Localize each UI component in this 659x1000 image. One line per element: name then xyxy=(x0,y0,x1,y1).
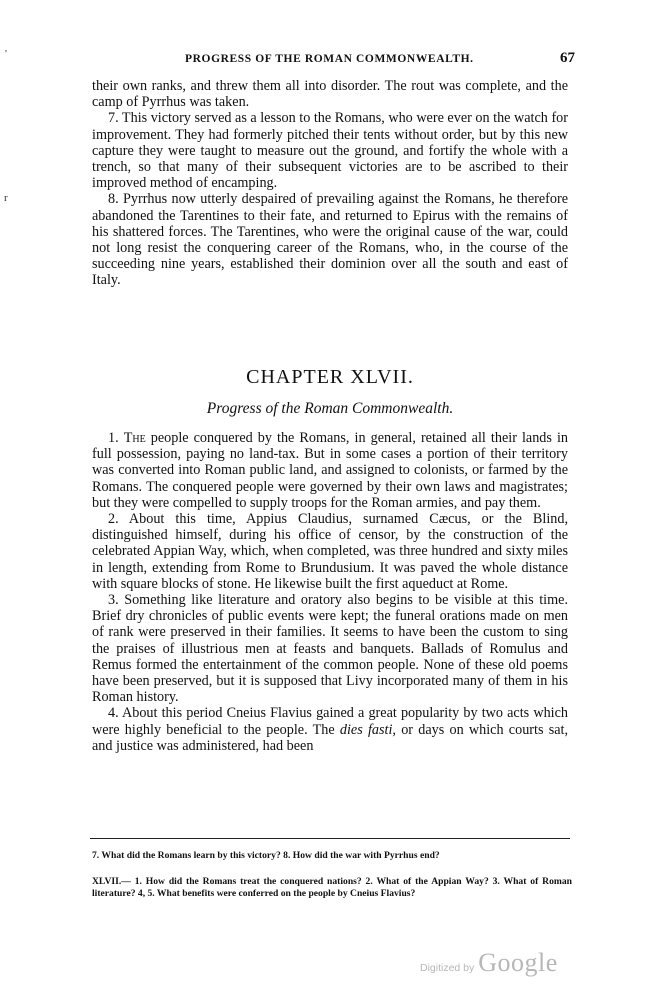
paragraph: 3. Something like literature and oratory also begins to be visible at this time. Brief dry chronicles of public events were kept; the funeral orations made on men of rank were preserved in their families. It seems to have been the custom to sing the praises of illustrious men at feasts and banquets. Ballads of Romulus and Remus formed the entertainment of the common people. None of these old poems have been preserved, but it is supposed that Livy incorporated many of them in his Roman history. xyxy=(92,592,568,706)
paragraph-text: people conquered by the Romans, in general, retained all their lands in full possession, paying no land-tax. But in some cases a portion of their territory was converted into Roman public land, and assigned to colonists, or farmed by the Romans. The conquered people were governed by their own laws and magistrates; but they were compelled to supply troops for the Roman armies, and pay them. xyxy=(92,430,569,511)
continued-text xyxy=(92,78,568,289)
chapter-title: CHAPTER XLVII. xyxy=(246,366,414,388)
watermark-prefix: Digitized by xyxy=(420,962,475,974)
study-questions xyxy=(92,876,572,899)
margin-mark: ' xyxy=(5,48,7,60)
paragraph xyxy=(92,430,568,511)
margin-mark: r xyxy=(4,192,8,204)
paragraph-text: 4. About this period Cneius Flavius gained a great popularity by two acts which were highly beneficial to the people. The xyxy=(92,705,568,738)
paragraph xyxy=(92,705,568,754)
question-line: XLVII.— 1. How did the Romans treat the conquered nations? 2. What of the Appian Way? 3. What of Roman literature? 4, 5. What benefits were conferred on the people by Cneius Flavius? xyxy=(92,876,572,899)
running-head xyxy=(95,50,575,67)
footnote-divider xyxy=(90,838,570,839)
paragraph-text: or days on which courts sat, and justice was administered, had been xyxy=(92,721,569,754)
latin-term: dies fasti, xyxy=(339,721,396,738)
chapter-subtitle: Progress of the Roman Commonwealth. xyxy=(206,400,454,417)
paragraph-number: 1. xyxy=(108,430,119,446)
paragraph: 7. This victory served as a lesson to the Romans, who were ever on the watch for improvement. They had formerly pitched their tents without order, but by this new capture they were taught to measure out the ground, and fortify the whole with a trench, so that many of their subsequent victories are to be ascribed to their improved method of encamping. xyxy=(92,110,568,192)
study-questions xyxy=(92,850,572,862)
paragraph: their own ranks, and threw them all into disorder. The rout was complete, and the camp of Pyrrhus was taken. xyxy=(92,78,568,111)
question-line: 7. What did the Romans learn by this victory? 8. How did the war with Pyrrhus end? xyxy=(92,850,440,861)
page-number: 67 xyxy=(560,50,575,66)
running-title: PROGRESS OF THE ROMAN COMMONWEALTH. xyxy=(185,53,474,65)
paragraph: 8. Pyrrhus now utterly despaired of prevailing against the Romans, he therefore abandoned the Tarentines to their fate, and returned to Epirus with the remains of his shattered forces. The Tarentines, who were the original cause of the war, could not long resist the conquering career of the Romans, who, in the course of the succeeding nine years, established their dominion over all the south and east of Italy. xyxy=(92,191,568,289)
digitized-watermark xyxy=(420,948,558,978)
chapter-text xyxy=(92,430,568,754)
lead-word: The xyxy=(123,430,146,446)
google-logo: Google xyxy=(478,948,558,977)
paragraph: 2. About this time, Appius Claudius, surnamed Cæcus, or the Blind, distinguished himself, during his office of censor, by the construction of the celebrated Appian Way, which, when completed, was three hundred and sixty miles in length, extending from Rome to Brundusium. It was paved the whole distance with square blocks of stone. He likewise built the first aqueduct at Rome. xyxy=(92,511,568,592)
